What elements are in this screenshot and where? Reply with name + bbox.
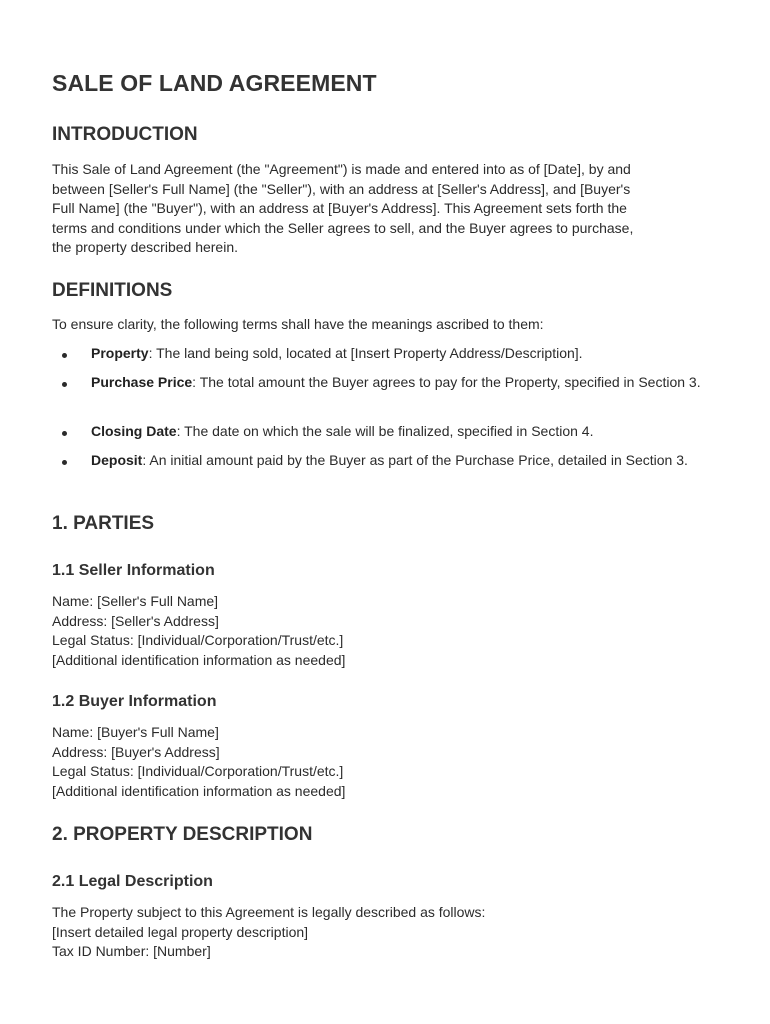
- definition-text: : An initial amount paid by the Buyer as part of the Purchase Price, detailed in Section 3.: [142, 452, 688, 468]
- seller-address-line: Address: [Seller's Address]: [52, 612, 219, 629]
- parties-heading: 1. PARTIES: [52, 513, 155, 534]
- legal-description-heading: 2.1 Legal Description: [52, 873, 213, 890]
- list-item-text: [91, 344, 711, 364]
- definition-term: Deposit: [91, 452, 143, 468]
- bullet-icon: [62, 353, 67, 358]
- bullet-icon: [62, 460, 67, 465]
- introduction-line: terms and conditions under which the Seller agrees to sell, and the Buyer agrees to purchase,: [52, 219, 634, 236]
- seller-info-heading: 1.1 Seller Information: [52, 562, 215, 579]
- definition-term: Purchase Price: [91, 374, 193, 390]
- introduction-heading: INTRODUCTION: [52, 124, 198, 145]
- introduction-line: This Sale of Land Agreement (the "Agreement") is made and entered into as of [Date], by and: [52, 161, 631, 177]
- definition-text: : The total amount the Buyer agrees to pay for the Property, specified in Section 3.: [192, 374, 701, 390]
- document-title: SALE OF LAND AGREEMENT: [52, 70, 377, 96]
- bullet-icon: [62, 382, 67, 387]
- legal-description-line: [Insert detailed legal property description]: [52, 923, 309, 940]
- buyer-info-heading: 1.2 Buyer Information: [52, 693, 217, 710]
- seller-info-block: [52, 592, 345, 670]
- list-item-text: [91, 451, 711, 471]
- definitions-heading: DEFINITIONS: [52, 280, 173, 301]
- definition-text: : The date on which the sale will be finalized, specified in Section 4.: [176, 423, 594, 439]
- list-item-text: [91, 373, 711, 393]
- buyer-name-line: Name: [Buyer's Full Name]: [52, 724, 219, 740]
- definition-term: Closing Date: [91, 423, 177, 439]
- list-item-text: [91, 422, 711, 442]
- seller-name-line: Name: [Seller's Full Name]: [52, 593, 219, 609]
- introduction-paragraph: [52, 160, 633, 258]
- buyer-additional-line: [Additional identification information as needed]: [52, 782, 346, 799]
- bullet-icon: [62, 431, 67, 436]
- introduction-line: the property described herein.: [52, 239, 238, 256]
- seller-additional-line: [Additional identification information as needed]: [52, 651, 346, 668]
- legal-description-block: [52, 903, 485, 962]
- definitions-intro: To ensure clarity, the following terms shall have the meanings ascribed to them:: [52, 316, 544, 332]
- legal-description-line: The Property subject to this Agreement is legally described as follows:: [52, 904, 486, 920]
- property-description-heading: 2. PROPERTY DESCRIPTION: [52, 824, 313, 845]
- buyer-address-line: Address: [Buyer's Address]: [52, 743, 220, 760]
- introduction-line: Full Name] (the "Buyer"), with an address at [Buyer's Address]. This Agreement sets forth the: [52, 200, 627, 217]
- seller-legal-status-line: Legal Status: [Individual/Corporation/Trust/etc.]: [52, 632, 344, 649]
- buyer-legal-status-line: Legal Status: [Individual/Corporation/Trust/etc.]: [52, 763, 344, 780]
- buyer-info-block: [52, 723, 345, 801]
- introduction-line: between [Seller's Full Name] (the "Seller"), with an address at [Seller's Address], and [Buyer's: [52, 180, 631, 197]
- tax-id-line: Tax ID Number: [Number]: [52, 943, 211, 960]
- definition-term: Property: [91, 345, 149, 361]
- definition-text: : The land being sold, located at [Insert Property Address/Description].: [148, 345, 583, 361]
